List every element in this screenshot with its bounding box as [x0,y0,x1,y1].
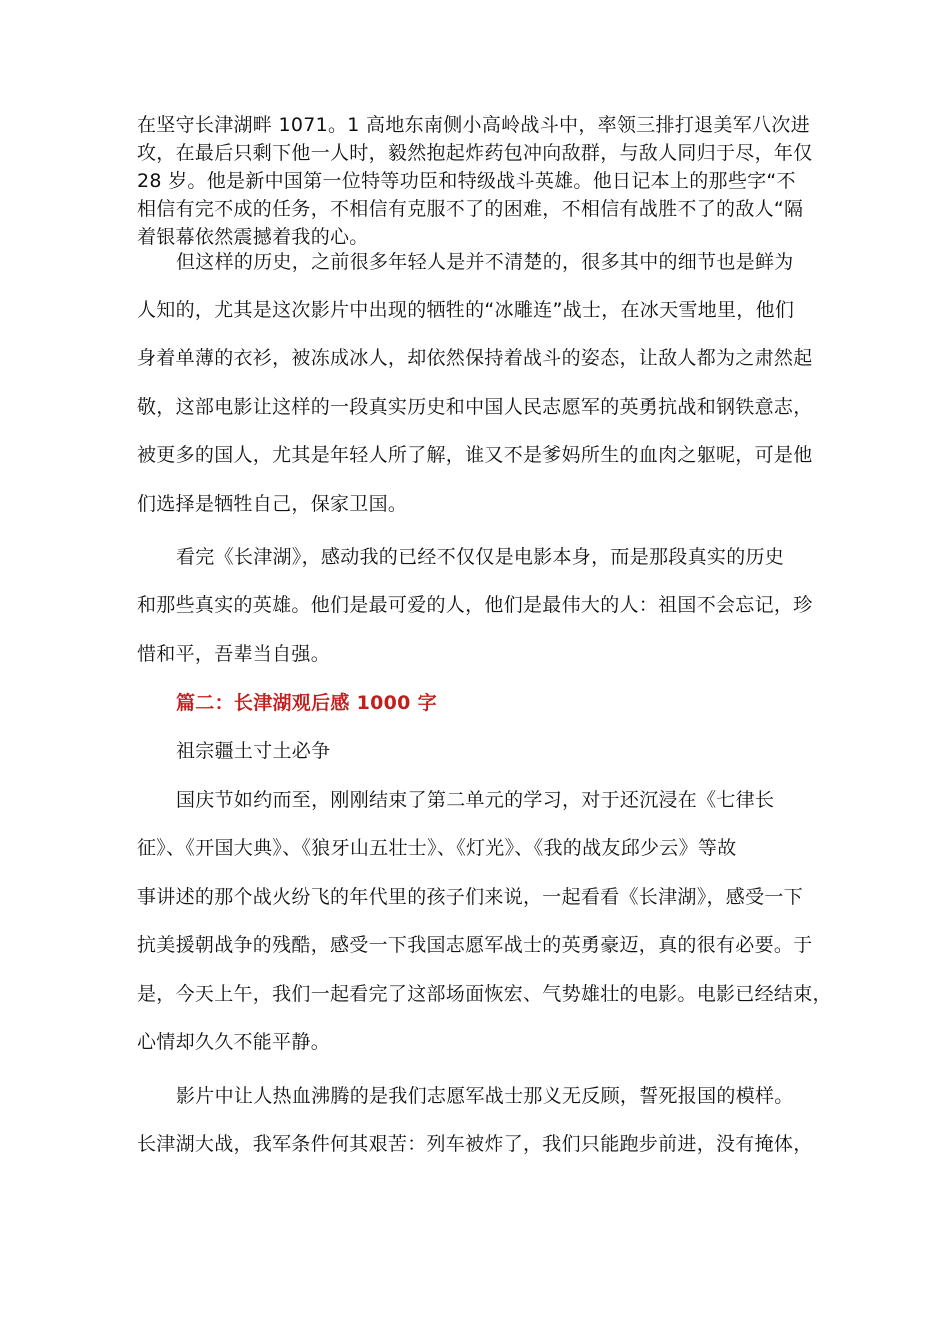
text-line: 惜和平，吾辈当自强。 [137,643,331,665]
text-line: 长津湖大战，我军条件何其艰苦：列车被炸了，我们只能跑步前进，没有掩体， [137,1133,813,1155]
text-line: 心情却久久不能平静。 [137,1031,331,1053]
text-line: 看完《长津湖》，感动我的已经不仅仅是电影本身，而是那段真实的历史 [176,546,785,568]
text-line: 敬，这部电影让这样的一段真实历史和中国人民志愿军的英勇抗战和钢铁意志， [137,396,813,418]
text-line: 在坚守长津湖畔 1071。1 高地东南侧小高岭战斗中，率领三排打退美军八次进 [137,114,810,136]
text-line: 28 岁。他是新中国第一位特等功臣和特级战斗英雄。他日记本上的那些字“不 [137,170,796,192]
text-line: 被更多的国人，尤其是年轻人所了解，谁又不是爹妈所生的血肉之躯呢，可是他 [137,444,813,466]
text-line: 攻，在最后只剩下他一人时，毅然抱起炸药包冲向敌群，与敌人同归于尽，年仅 [137,142,813,164]
text-line: 和那些真实的英雄。他们是最可爱的人，他们是最伟大的人：祖国不会忘记，珍 [137,594,813,616]
text-line: 们选择是牺牲自己，保家卫国。 [137,493,408,515]
text-line: 事讲述的那个战火纷飞的年代里的孩子们来说，一起看看《长津湖》，感受一下 [137,886,804,908]
text-line: 国庆节如约而至，刚刚结束了第二单元的学习，对于还沉浸在《七律长 [176,789,775,811]
subtitle: 祖宗疆土寸土必争 [176,740,331,762]
section-heading: 篇二：长津湖观后感 1000 字 [176,692,437,714]
text-line: 是，今天上午，我们一起看完了这部场面恢宏、气势雄壮的电影。电影已经结束， [137,983,832,1005]
text-line: 着银幕依然震撼着我的心。 [137,226,369,248]
text-line: 影片中让人热血沸腾的是我们志愿军战士那义无反顾，誓死报国的模样。 [176,1085,794,1107]
text-line: 人知的，尤其是这次影片中出现的牺牲的“冰雕连”战士，在冰天雪地里，他们 [137,299,795,321]
text-line: 征》、《开国大典》、《狼牙山五壮士》、《灯光》、《我的战友邱少云》等故 [137,837,737,859]
text-line: 相信有完不成的任务，不相信有克服不了的困难，不相信有战胜不了的敌人“隔 [137,198,804,220]
text-line: 身着单薄的衣衫，被冻成冰人，却依然保持着战斗的姿态，让敌人都为之肃然起 [137,347,813,369]
text-line: 抗美援朝战争的残酷，感受一下我国志愿军战士的英勇豪迈，真的很有必要。于 [137,934,813,956]
text-line: 但这样的历史，之前很多年轻人是并不清楚的，很多其中的细节也是鲜为 [176,251,794,273]
